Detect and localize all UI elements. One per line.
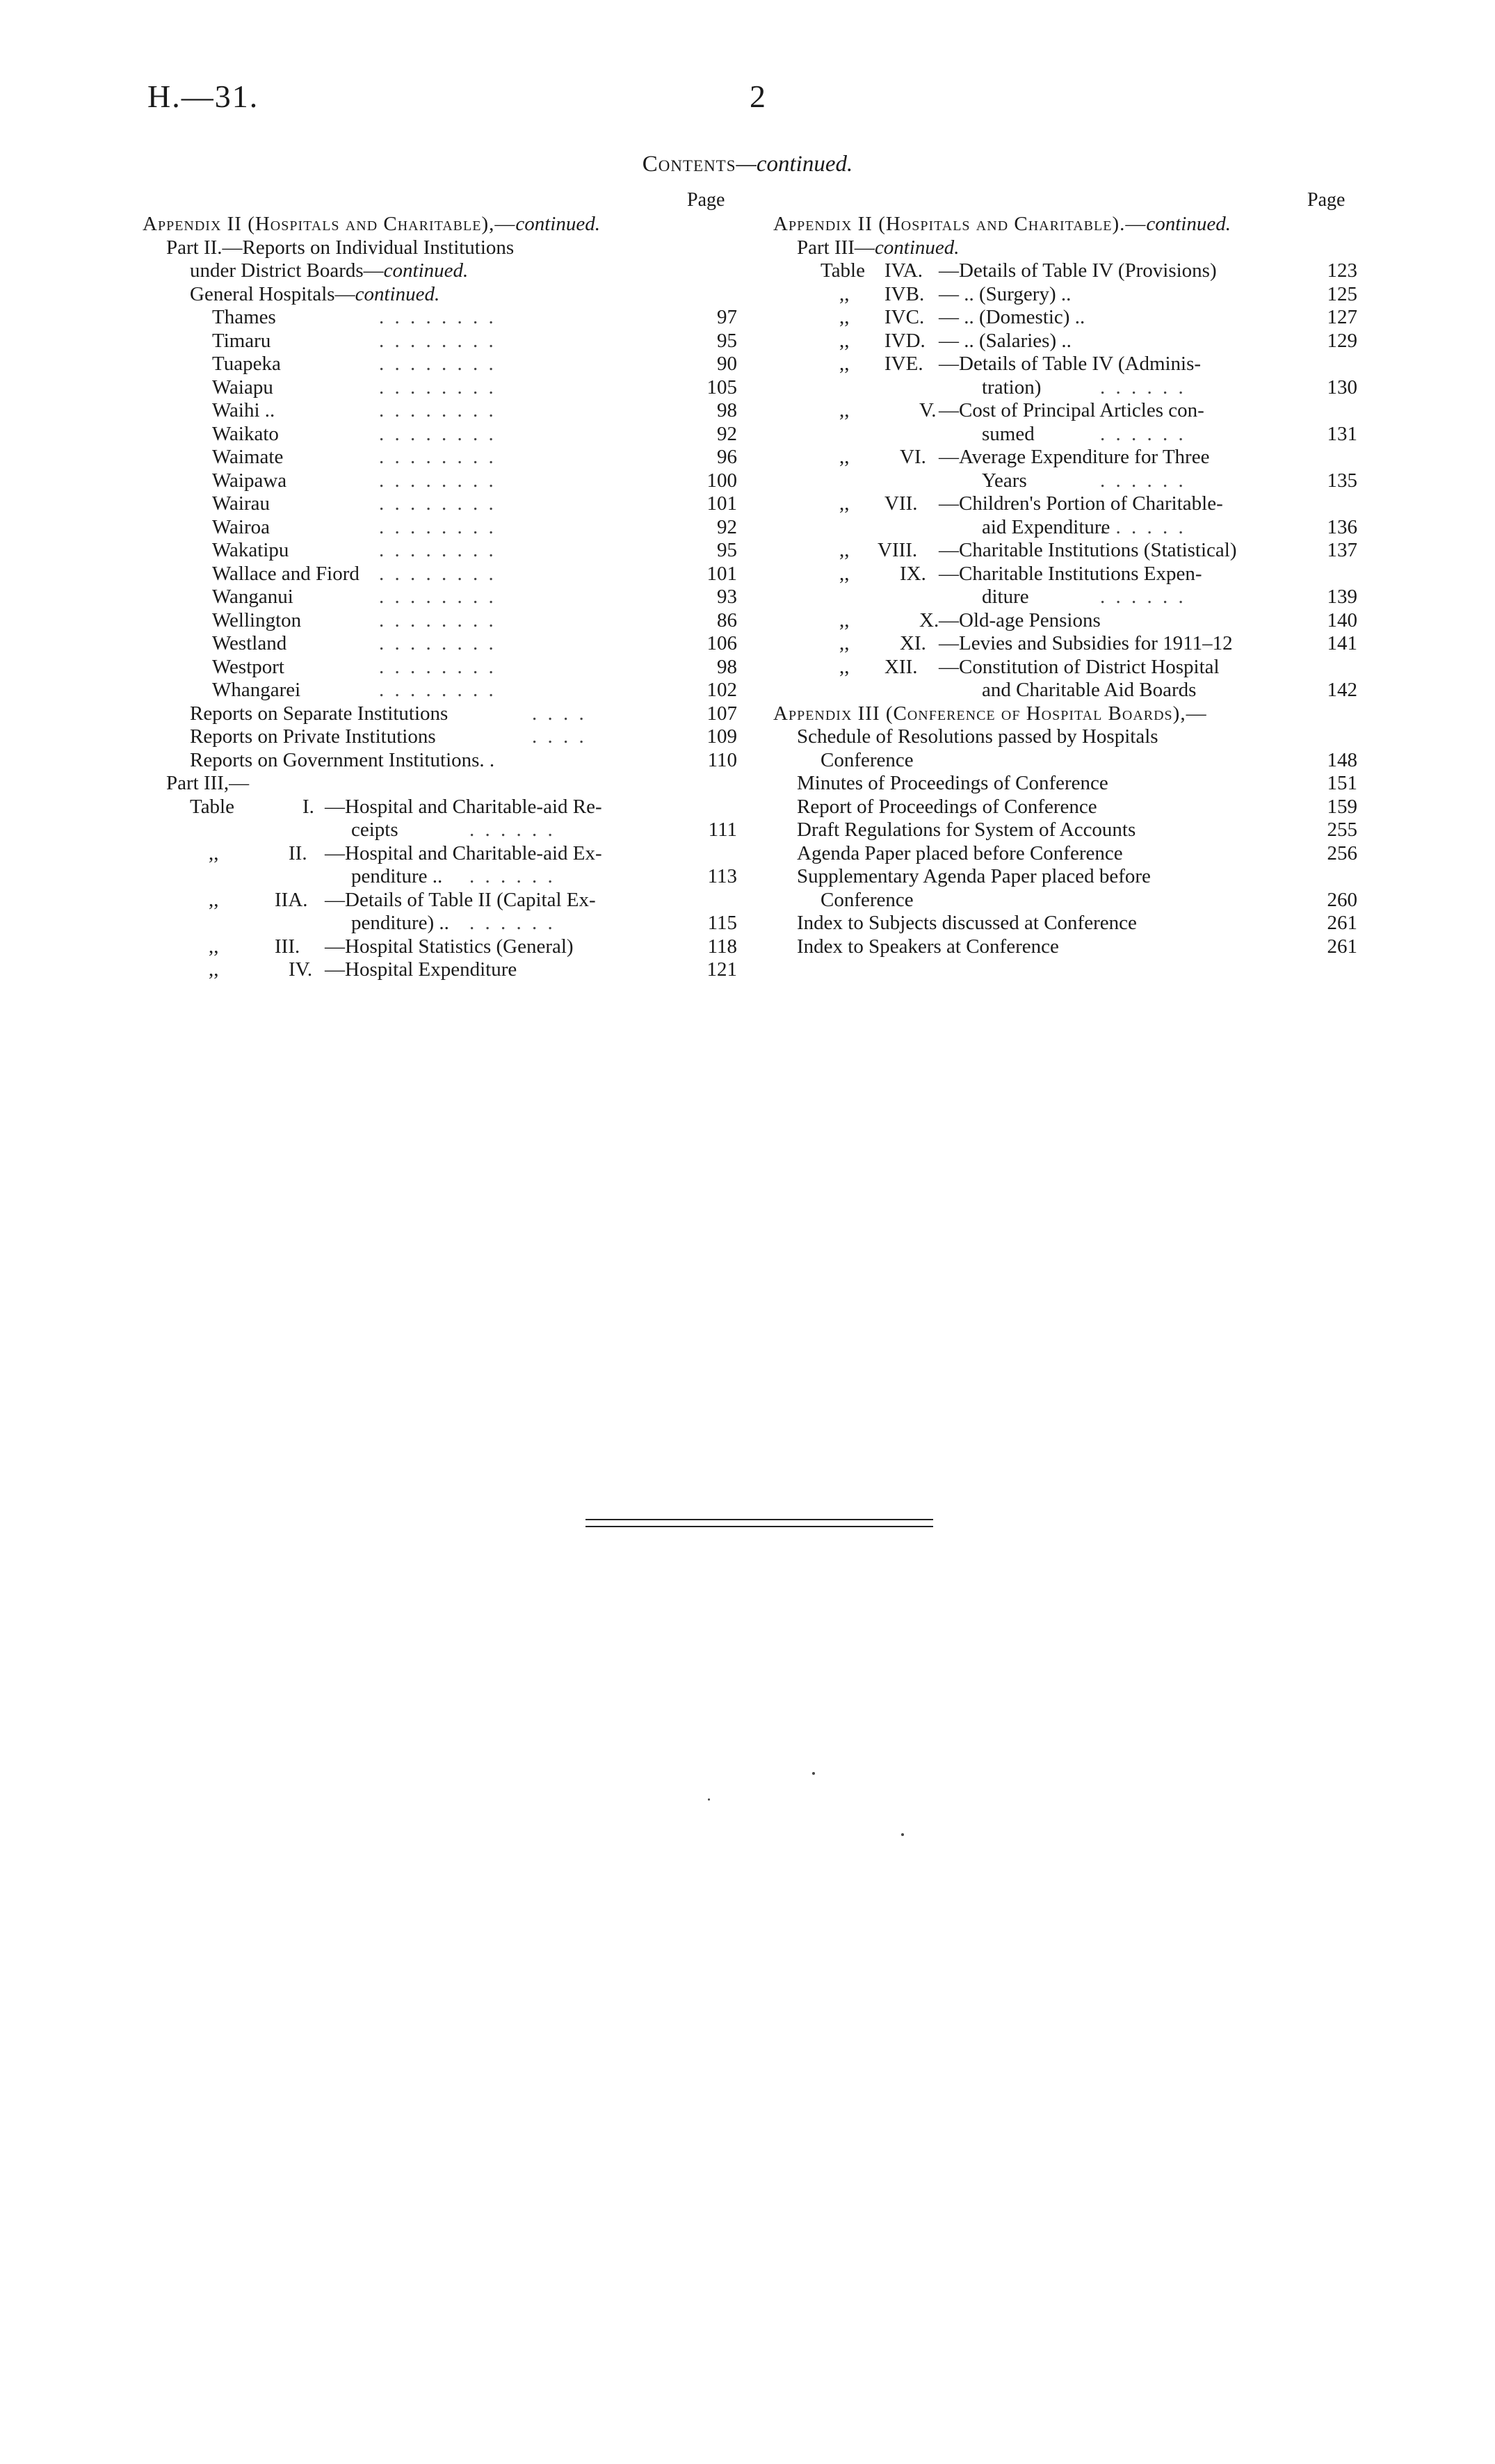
dot-leader: . . . . . . . . xyxy=(379,539,496,561)
table-prefix: ,, xyxy=(209,842,219,864)
table-desc-row xyxy=(325,935,574,958)
table-prefix: Table xyxy=(190,795,234,818)
page-ref: 110 xyxy=(707,748,737,771)
scan-speck xyxy=(708,1798,710,1801)
page-ref: 261 xyxy=(1327,912,1357,934)
table-number-row xyxy=(275,935,300,958)
appendix-heading xyxy=(773,213,1231,236)
page-column-label: Page xyxy=(1307,189,1346,211)
table-number-row xyxy=(884,259,923,282)
table-desc: penditure .. xyxy=(351,865,443,887)
table-number-row xyxy=(884,492,918,515)
toc-entry xyxy=(212,492,270,515)
toc-entry xyxy=(212,306,276,329)
table-desc: —Hospital and Charitable-aid Ex- xyxy=(325,842,602,864)
table-prefix-row xyxy=(839,446,850,469)
dot-leader: . . . . . . . . xyxy=(379,329,496,352)
table-prefix: ,, xyxy=(839,655,850,678)
dot-leader: . . . . . . . . xyxy=(379,353,496,375)
table-number: IVE. xyxy=(884,353,923,375)
subsection-heading xyxy=(190,283,439,306)
table-number-row xyxy=(919,609,939,632)
toc-entry xyxy=(821,889,914,912)
page-ref: 98 xyxy=(717,655,737,678)
appendix3-item: Agenda Paper placed before Conference xyxy=(797,842,1123,864)
table-number: IV. xyxy=(289,958,313,981)
page-ref: 261 xyxy=(1327,935,1357,958)
part-heading xyxy=(166,236,514,259)
toc-entry xyxy=(797,725,1158,748)
toc-entry xyxy=(797,819,1136,842)
dot-leader: . . . . . . xyxy=(1100,469,1186,492)
page-ref: 148 xyxy=(1327,748,1357,771)
hospital-name: Waimate xyxy=(212,446,284,468)
table-desc: penditure) .. xyxy=(351,912,449,934)
subsection-title: General Hospitals— xyxy=(190,282,355,305)
toc-entry xyxy=(212,632,286,655)
table-number-row xyxy=(302,796,314,819)
page-ref: 101 xyxy=(706,492,737,515)
table-desc: Years xyxy=(982,469,1027,492)
dot-leader: . . . . . . . . xyxy=(379,376,496,398)
table-prefix-row xyxy=(839,539,850,562)
toc-entry xyxy=(212,423,279,446)
table-prefix: ,, xyxy=(209,888,219,911)
dot-leader: . . . . . . xyxy=(469,819,556,841)
table-desc: —Details of Table IV (Provisions) xyxy=(939,259,1217,282)
table-number: XII. xyxy=(884,655,918,678)
hospital-name: Waipawa xyxy=(212,469,287,492)
appendix3-item: Index to Speakers at Conference xyxy=(797,935,1059,958)
dot-leader: . . . . . . . . xyxy=(379,586,496,608)
dot-leader: . . . . . . . . xyxy=(379,492,496,515)
separator-rule-top xyxy=(585,1519,933,1520)
table-desc: —Hospital Statistics (General) xyxy=(325,935,574,958)
page-ref: 121 xyxy=(706,958,737,981)
appendix-title: Appendix II (Hospitals and Charitable).— xyxy=(773,213,1147,235)
table-desc-row xyxy=(325,889,596,912)
table-desc: — .. (Surgery) .. xyxy=(939,282,1072,305)
hospital-name: Westland xyxy=(212,632,287,654)
table-number: VI. xyxy=(900,446,926,468)
table-number-row xyxy=(884,656,918,679)
table-number-row xyxy=(900,446,926,469)
table-number-row xyxy=(275,889,308,912)
table-prefix: ,, xyxy=(839,306,850,328)
dot-leader: . . . . . . . . xyxy=(379,469,496,492)
table-prefix-row xyxy=(190,796,234,819)
table-prefix-row xyxy=(821,259,865,282)
toc-entry xyxy=(797,935,1059,958)
toc-entry xyxy=(212,330,270,353)
appendix3-item: Draft Regulations for System of Accounts xyxy=(797,819,1136,841)
part-title: Part III— xyxy=(797,236,875,259)
table-prefix: ,, xyxy=(209,958,219,981)
hospital-name: Waiapu xyxy=(212,376,273,398)
table-number: IVC. xyxy=(884,306,925,328)
page-ref: 255 xyxy=(1327,819,1357,841)
dot-leader: . . . . . . . . xyxy=(379,306,496,328)
report-name: Reports on Government Institutions. . xyxy=(190,748,495,771)
page-ref: 86 xyxy=(717,609,737,631)
table-number-row xyxy=(884,330,926,353)
page-ref: 140 xyxy=(1327,609,1357,631)
dot-leader: . . . . . . . . xyxy=(379,422,496,445)
contents-title-suffix: —continued. xyxy=(736,152,853,177)
page-ref: 129 xyxy=(1327,329,1357,352)
table-prefix-row xyxy=(209,889,219,912)
table-number-row xyxy=(900,632,926,655)
appendix3-item: Index to Subjects discussed at Conference xyxy=(797,912,1137,934)
page-ref: 109 xyxy=(706,725,737,748)
page-ref: 256 xyxy=(1327,842,1357,864)
hospital-name: Waikato xyxy=(212,422,279,445)
appendix3-heading xyxy=(773,702,1207,725)
table-desc: —Details of Table II (Capital Ex- xyxy=(325,888,596,911)
table-number-row xyxy=(900,563,926,586)
dot-leader: . . . . . . xyxy=(1100,515,1186,538)
table-desc-row xyxy=(351,912,449,935)
table-number-row xyxy=(884,306,924,329)
hospital-name: Wairoa xyxy=(212,515,270,538)
page-ref: 131 xyxy=(1327,422,1357,445)
table-desc-row xyxy=(982,376,1041,399)
table-prefix: ,, xyxy=(209,935,219,958)
table-desc-row xyxy=(939,259,1217,282)
toc-entry xyxy=(190,749,494,772)
part3-heading xyxy=(166,772,249,795)
hospital-name: Westport xyxy=(212,655,284,678)
table-prefix-row xyxy=(209,842,219,865)
toc-entry xyxy=(212,679,300,702)
report-name: Reports on Private Institutions xyxy=(190,725,436,748)
table-prefix-row xyxy=(839,306,850,329)
table-prefix-row xyxy=(839,330,850,353)
table-prefix-row xyxy=(839,353,850,376)
table-number: X. xyxy=(919,609,939,631)
toc-entry xyxy=(797,772,1108,795)
appendix3-item: Minutes of Proceedings of Conference xyxy=(797,772,1108,794)
toc-entry xyxy=(212,516,270,539)
hospital-name: Wairau xyxy=(212,492,270,515)
table-prefix: Table xyxy=(821,259,865,282)
table-number-row xyxy=(289,842,307,865)
toc-entry xyxy=(212,353,281,376)
dot-leader: . . . . . . xyxy=(1100,422,1186,445)
page-ref: 92 xyxy=(717,422,737,445)
toc-entry xyxy=(212,399,275,422)
hospital-name: Timaru xyxy=(212,329,271,352)
toc-entry xyxy=(797,865,1151,888)
table-number: II. xyxy=(289,842,307,864)
toc-entry xyxy=(797,912,1137,935)
table-number-row xyxy=(884,353,923,376)
table-desc-row xyxy=(982,469,1027,492)
separator-rule-bottom xyxy=(585,1526,933,1527)
toc-entry xyxy=(212,539,289,562)
hospital-name: Whangarei xyxy=(212,679,301,701)
page-ref: 137 xyxy=(1327,539,1357,561)
page-ref: 111 xyxy=(708,819,737,841)
page-ref: 107 xyxy=(706,702,737,725)
table-prefix-row xyxy=(839,632,850,655)
table-desc: and Charitable Aid Boards xyxy=(982,679,1197,701)
toc-entry xyxy=(821,749,914,772)
toc-entry xyxy=(212,609,301,632)
table-prefix: ,, xyxy=(839,492,850,515)
toc-entry xyxy=(212,469,286,492)
table-number-row xyxy=(289,958,312,981)
page-ref: 130 xyxy=(1327,376,1357,398)
part-heading-cont xyxy=(190,259,468,282)
appendix3-item: Conference xyxy=(821,748,914,771)
page-ref: 135 xyxy=(1327,469,1357,492)
table-prefix: ,, xyxy=(839,539,850,561)
table-prefix-row xyxy=(839,563,850,586)
table-desc: —Constitution of District Hospital xyxy=(939,655,1220,678)
table-desc-row xyxy=(939,609,1101,632)
toc-entry xyxy=(212,446,283,469)
hospital-name: Wakatipu xyxy=(212,539,289,561)
toc-entry xyxy=(212,563,359,586)
table-desc-row xyxy=(351,819,398,842)
hospital-name: Wallace and Fiord xyxy=(212,562,359,585)
table-desc: —Details of Table IV (Adminis- xyxy=(939,353,1202,375)
table-desc: —Children's Portion of Charitable- xyxy=(939,492,1223,515)
page-ref: 151 xyxy=(1327,772,1357,794)
hospital-name: Thames xyxy=(212,306,276,328)
toc-entry xyxy=(797,842,1123,865)
table-prefix: ,, xyxy=(839,353,850,375)
page-ref: 118 xyxy=(707,935,737,958)
table-number: VII. xyxy=(884,492,918,515)
dot-leader: . . . . . . . . xyxy=(379,679,496,701)
table-desc: aid Expenditure xyxy=(982,515,1110,538)
table-desc: —Levies and Subsidies for 1911–12 xyxy=(939,632,1233,654)
table-number: III. xyxy=(275,935,300,958)
page-ref: 95 xyxy=(717,329,737,352)
table-number: IVD. xyxy=(884,329,926,352)
table-desc: sumed xyxy=(982,422,1035,445)
table-number: XI. xyxy=(900,632,926,654)
table-desc: — .. (Salaries) .. xyxy=(939,329,1072,352)
page-ref: 113 xyxy=(707,865,737,887)
table-prefix: ,, xyxy=(839,562,850,585)
table-desc-row xyxy=(939,283,1071,306)
table-number: IVB. xyxy=(884,282,925,305)
part-heading xyxy=(797,236,960,259)
page-ref: 127 xyxy=(1327,306,1357,328)
part-title: Part II.—Reports on Individual Institutions xyxy=(166,236,515,259)
document-code: H.—31. xyxy=(147,79,259,114)
page-ref: 93 xyxy=(717,586,737,608)
page-ref: 159 xyxy=(1327,795,1357,818)
dot-leader: . . . . . . . . xyxy=(379,609,496,631)
table-desc: —Cost of Principal Articles con- xyxy=(939,399,1204,421)
table-desc-row xyxy=(982,586,1029,609)
dot-leader: . . . . . . xyxy=(469,912,556,934)
part-suffix: continued. xyxy=(874,236,960,259)
table-prefix: ,, xyxy=(839,329,850,352)
table-number-row xyxy=(878,539,917,562)
page-ref: 92 xyxy=(717,515,737,538)
page-ref: 106 xyxy=(706,632,737,654)
subsection-suffix: continued. xyxy=(355,282,440,305)
dot-leader: . . . . . . . . xyxy=(379,562,496,585)
table-desc: — .. (Domestic) .. xyxy=(939,306,1085,328)
appendix3-item: Supplementary Agenda Paper placed before xyxy=(797,865,1151,887)
table-number-row xyxy=(884,283,924,306)
hospital-name: Wanganui xyxy=(212,586,293,608)
table-prefix: ,, xyxy=(839,282,850,305)
table-desc: —Old-age Pensions xyxy=(939,609,1101,631)
page-ref: 97 xyxy=(717,306,737,328)
table-desc-row xyxy=(982,679,1196,702)
table-prefix-row xyxy=(209,958,219,981)
table-prefix: ,, xyxy=(839,446,850,468)
hospital-name: Waihi .. xyxy=(212,399,275,421)
table-prefix-row xyxy=(839,656,850,679)
appendix3-item: Conference xyxy=(821,888,914,911)
dot-leader: . . . . . . . . xyxy=(379,399,496,421)
page-ref: 95 xyxy=(717,539,737,561)
scan-speck xyxy=(901,1833,904,1836)
table-desc-row xyxy=(351,865,442,888)
table-desc-row xyxy=(982,423,1035,446)
table-prefix: ,, xyxy=(839,609,850,631)
toc-entry xyxy=(212,376,273,399)
table-desc-row xyxy=(939,353,1201,376)
table-desc-row xyxy=(939,446,1209,469)
page-ref: 102 xyxy=(706,679,737,701)
table-desc: —Charitable Institutions Expen- xyxy=(939,562,1202,585)
hospital-name: Tuapeka xyxy=(212,353,281,375)
appendix3-title: Appendix III (Conference of Hospital Boards),— xyxy=(773,702,1207,725)
dot-leader: . . . . . . . . xyxy=(379,632,496,654)
part3-title: Part III,— xyxy=(166,772,250,794)
page-ref: 142 xyxy=(1327,679,1357,701)
hospital-name: Wellington xyxy=(212,609,302,631)
page-ref: 101 xyxy=(706,562,737,585)
table-desc-row xyxy=(939,539,1237,562)
table-desc-row xyxy=(325,796,602,819)
page-ref: 105 xyxy=(706,376,737,398)
dot-leader: . . . . xyxy=(532,702,587,725)
toc-entry xyxy=(212,586,293,609)
toc-entry xyxy=(190,702,448,725)
table-number: IIA. xyxy=(275,888,308,911)
part-title-cont: under District Boards— xyxy=(190,259,384,282)
table-desc: —Hospital Expenditure xyxy=(325,958,517,981)
table-desc: ceipts xyxy=(351,819,398,841)
table-number: IVA. xyxy=(884,259,923,282)
contents-heading xyxy=(0,152,1495,177)
dot-leader: . . . . . . xyxy=(1100,376,1186,398)
page-column-label: Page xyxy=(687,189,725,211)
table-number: IX. xyxy=(900,562,926,585)
table-desc-row xyxy=(325,842,602,865)
table-desc-row xyxy=(325,958,517,981)
table-desc-row xyxy=(939,399,1204,422)
table-desc: tration) xyxy=(982,376,1042,398)
table-prefix: ,, xyxy=(839,632,850,654)
dot-leader: . . . . . . . . xyxy=(379,515,496,538)
page-ref: 125 xyxy=(1327,282,1357,305)
table-prefix-row xyxy=(209,935,219,958)
table-prefix-row xyxy=(839,283,850,306)
toc-entry xyxy=(212,656,284,679)
table-prefix-row xyxy=(839,609,850,632)
table-number: V. xyxy=(919,399,937,421)
table-desc-row xyxy=(939,306,1085,329)
table-desc-row xyxy=(939,330,1072,353)
toc-entry xyxy=(797,796,1097,819)
toc-entry xyxy=(190,725,436,748)
dot-leader: . . . . . . . . xyxy=(379,655,496,678)
table-desc-row xyxy=(939,632,1233,655)
dot-leader: . . . . . . . . xyxy=(379,446,496,468)
page-ref: 115 xyxy=(707,912,737,934)
page-ref: 139 xyxy=(1327,586,1357,608)
dot-leader: . . . . xyxy=(532,725,587,748)
table-desc: —Average Expenditure for Three xyxy=(939,446,1210,468)
table-desc: —Hospital and Charitable-aid Re- xyxy=(325,795,602,818)
table-number: I. xyxy=(302,795,314,818)
table-number-row xyxy=(919,399,936,422)
table-prefix: ,, xyxy=(839,399,850,421)
appendix3-item: Report of Proceedings of Conference xyxy=(797,795,1097,818)
appendix-suffix: continued. xyxy=(1146,213,1231,235)
table-desc-row xyxy=(982,516,1110,539)
appendix-suffix: continued. xyxy=(515,213,600,235)
page-ref: 123 xyxy=(1327,259,1357,282)
dot-leader: . . . . . . xyxy=(469,865,556,887)
appendix3-item: Schedule of Resolutions passed by Hospitals xyxy=(797,725,1158,748)
table-prefix-row xyxy=(839,399,850,422)
page-ref: 141 xyxy=(1327,632,1357,654)
table-number: VIII. xyxy=(878,539,918,561)
contents-title: Contents xyxy=(642,152,736,177)
page-number: 2 xyxy=(750,79,766,114)
page-ref: 136 xyxy=(1327,515,1357,538)
appendix-heading xyxy=(143,213,600,236)
table-desc: diture xyxy=(982,586,1029,608)
page-ref: 98 xyxy=(717,399,737,421)
table-desc-row xyxy=(939,492,1223,515)
page-ref: 260 xyxy=(1327,888,1357,911)
page-ref: 100 xyxy=(706,469,737,492)
part-suffix: continued. xyxy=(383,259,469,282)
table-desc: —Charitable Institutions (Statistical) xyxy=(939,539,1237,561)
page-ref: 90 xyxy=(717,353,737,375)
report-name: Reports on Separate Institutions xyxy=(190,702,448,725)
page-ref: 96 xyxy=(717,446,737,468)
table-prefix-row xyxy=(839,492,850,515)
dot-leader: . . . . . . xyxy=(1100,586,1186,608)
scan-speck xyxy=(812,1772,815,1775)
table-desc-row xyxy=(939,656,1220,679)
appendix-title: Appendix II (Hospitals and Charitable),— xyxy=(143,213,516,235)
table-desc-row xyxy=(939,563,1202,586)
